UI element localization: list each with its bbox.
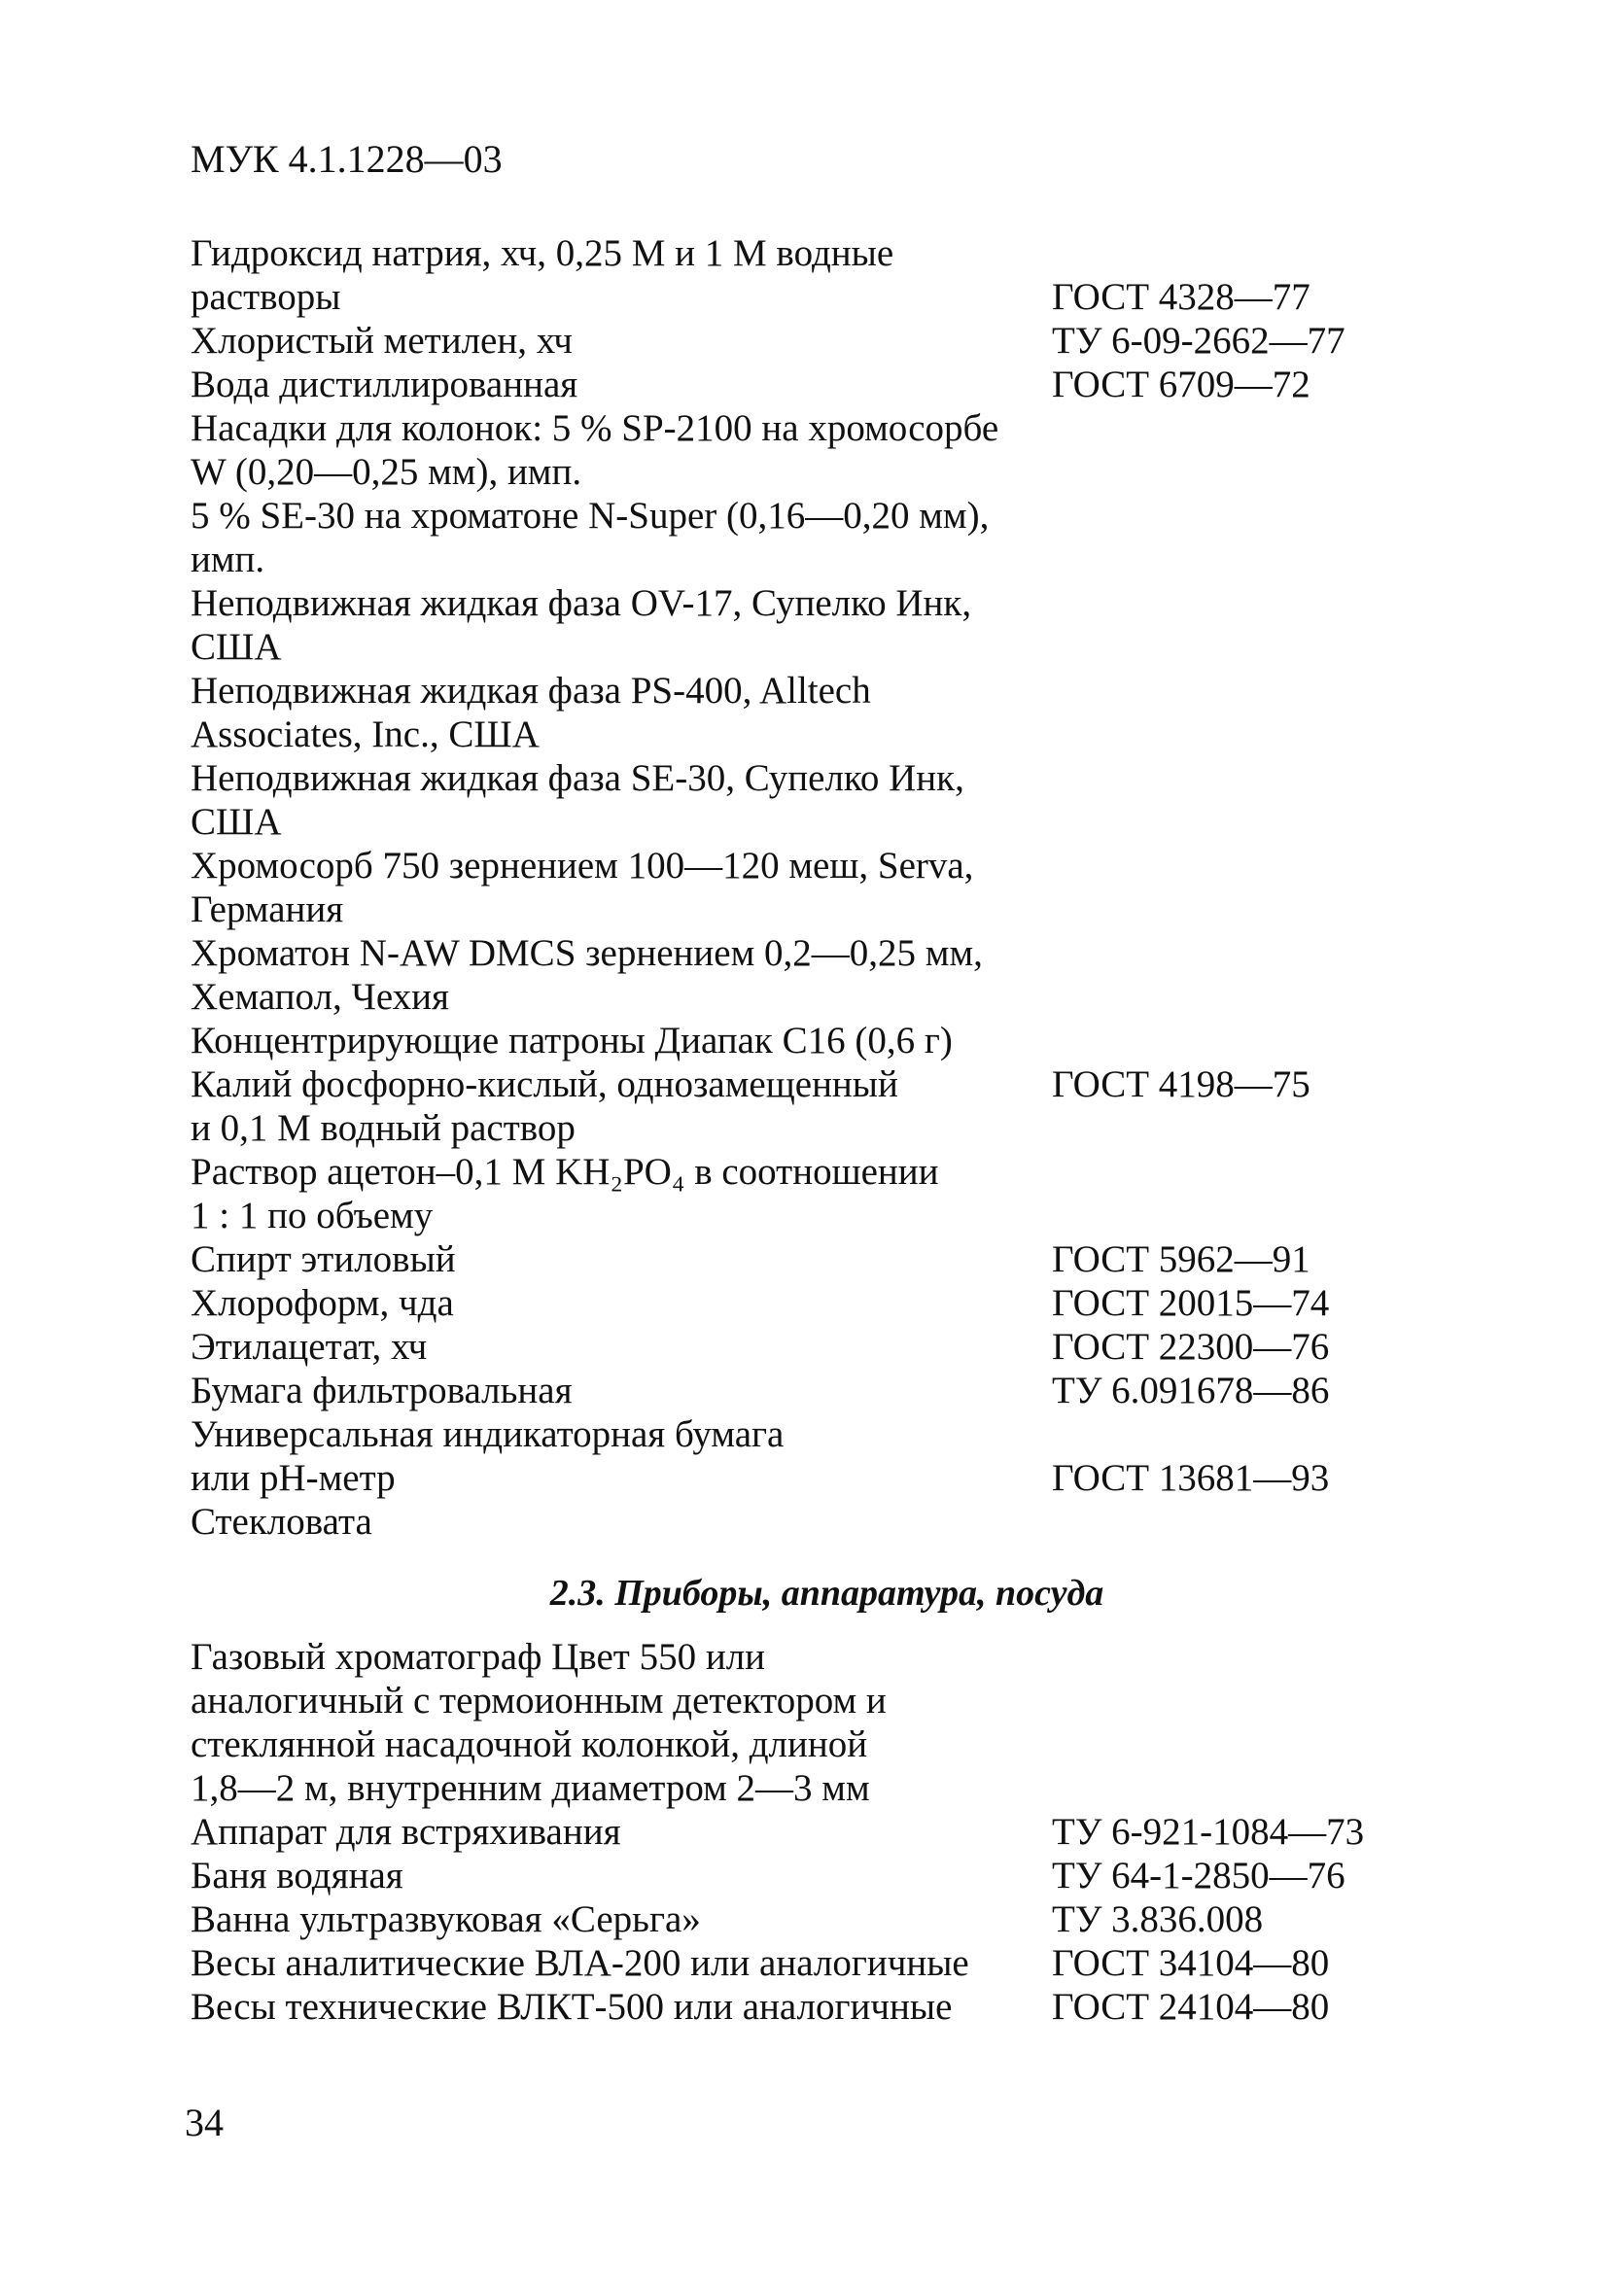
instrument-item-name: Весы технические ВЛКТ-500 или аналогичные <box>191 1986 953 2028</box>
reagent-item <box>191 1150 1425 1237</box>
reagent-item-standard: ТУ 6.091678—86 <box>1052 1370 1330 1411</box>
reagent-item-name: Концентрирующие патроны Диапак С16 (0,6 г) <box>191 1020 953 1061</box>
reagent-item <box>191 581 1425 669</box>
reagent-item <box>191 231 1425 319</box>
reagent-item-name: Неподвижная жидкая фаза PS-400, Alltech Associates, Inc., США <box>191 670 871 755</box>
reagent-item-standard: ГОСТ 6709—72 <box>1052 364 1310 405</box>
reagent-item-standard: ГОСТ 13681—93 <box>1052 1457 1330 1499</box>
instrument-item <box>191 1941 1425 1985</box>
reagent-item-name: Хромосорб 750 зернением 100—120 меш, Serva, Германия <box>191 845 974 930</box>
reagent-item <box>191 1019 1425 1062</box>
instrument-item-name: Весы аналитические ВЛА-200 или аналогичные <box>191 1942 969 1984</box>
reagent-item <box>191 406 1425 494</box>
reagent-item-name: Спирт этиловый <box>191 1238 456 1280</box>
reagents-list <box>191 231 1425 1544</box>
reagent-item-standard: ГОСТ 4198—75 <box>1052 1063 1310 1105</box>
reagent-item <box>191 1237 1425 1281</box>
reagent-item-name: Бумага фильтровальная <box>191 1370 573 1411</box>
reagent-item-name: Хлористый метилен, хч <box>191 320 573 362</box>
reagent-item <box>191 844 1425 931</box>
reagent-item-name: Универсальная индикаторная бумага или pH-метр <box>191 1413 785 1499</box>
instrument-item <box>191 1985 1425 2029</box>
reagent-item <box>191 1062 1425 1150</box>
section-heading: 2.3. Приборы, аппаратура, посуда <box>549 1573 1104 1614</box>
instrument-item-standard: ГОСТ 24104—80 <box>1052 1986 1330 2028</box>
reagent-item <box>191 1369 1425 1412</box>
reagent-item-name: 5 % SE-30 на хроматоне N-Super (0,16—0,20 мм), имп. <box>191 495 990 580</box>
instrument-item-standard: ГОСТ 34104—80 <box>1052 1942 1330 1984</box>
instrument-item <box>191 1854 1425 1897</box>
instrument-item <box>191 1897 1425 1941</box>
reagent-item-standard: ГОСТ 22300—76 <box>1052 1326 1330 1368</box>
instrument-item-name: Газовый хроматограф Цвет 550 или аналогичный с термоионным детектором и стеклянной насадочной колонкой, длиной 1,8—2 м, внутренним диаметром 2—3 мм <box>191 1636 887 1809</box>
instrument-item <box>191 1635 1425 1810</box>
reagent-item-name: Гидроксид натрия, хч, 0,25 М и 1 М водные растворы <box>191 232 894 318</box>
reagent-item <box>191 494 1425 581</box>
reagent-item-standard: ГОСТ 5962—91 <box>1052 1238 1310 1280</box>
reagent-item-standard: ГОСТ 4328—77 <box>1052 276 1310 318</box>
reagent-item-name: Неподвижная жидкая фаза SE-30, Супелко Инк, США <box>191 757 964 843</box>
reagent-item-name: Неподвижная жидкая фаза OV-17, Супелко Инк, США <box>191 582 972 668</box>
reagent-item-standard: ТУ 6-09-2662—77 <box>1052 320 1345 362</box>
instrument-item-standard: ТУ 3.836.008 <box>1052 1898 1264 1940</box>
document-code: МУК 4.1.1228—03 <box>191 137 503 181</box>
instrument-item-name: Баня водяная <box>191 1855 403 1896</box>
reagent-item <box>191 1500 1425 1544</box>
reagent-item <box>191 756 1425 844</box>
reagent-item-standard: ГОСТ 20015—74 <box>1052 1282 1330 1324</box>
reagent-item-name: Калий фосфорно-кислый, однозамещенный и 0,1 М водный раствор <box>191 1063 898 1149</box>
reagent-item <box>191 931 1425 1019</box>
reagent-item-name: Насадки для колонок: 5 % SP-2100 на хромосорбе W (0,20—0,25 мм), имп. <box>191 407 999 493</box>
instrument-item-standard: ТУ 64-1-2850—76 <box>1052 1855 1345 1896</box>
reagent-item <box>191 1325 1425 1369</box>
reagent-item <box>191 669 1425 756</box>
reagent-item-name: Вода дистиллированная <box>191 364 578 405</box>
reagent-item-name: Хлороформ, чда <box>191 1282 454 1324</box>
reagent-item-name: Этилацетат, хч <box>191 1326 428 1368</box>
instrument-item-name: Ванна ультразвуковая «Серьга» <box>191 1898 701 1940</box>
reagent-item-name: Раствор ацетон–0,1 М KH₂PO₄ в соотношении 1 : 1 по объему <box>191 1151 939 1236</box>
instrument-item-name: Аппарат для встряхивания <box>191 1811 621 1853</box>
reagent-item <box>191 1281 1425 1325</box>
instrument-item-standard: ТУ 6-921-1084—73 <box>1052 1811 1365 1853</box>
reagent-item <box>191 363 1425 406</box>
instrument-item <box>191 1810 1425 1854</box>
reagent-item-name: Хроматон N-AW DMCS зернением 0,2—0,25 мм, Хемапол, Чехия <box>191 932 983 1018</box>
instruments-list <box>191 1635 1425 2029</box>
reagent-item-name: Стекловата <box>191 1501 372 1543</box>
reagent-item <box>191 319 1425 363</box>
page-number: 34 <box>185 2101 224 2144</box>
reagent-item <box>191 1412 1425 1500</box>
